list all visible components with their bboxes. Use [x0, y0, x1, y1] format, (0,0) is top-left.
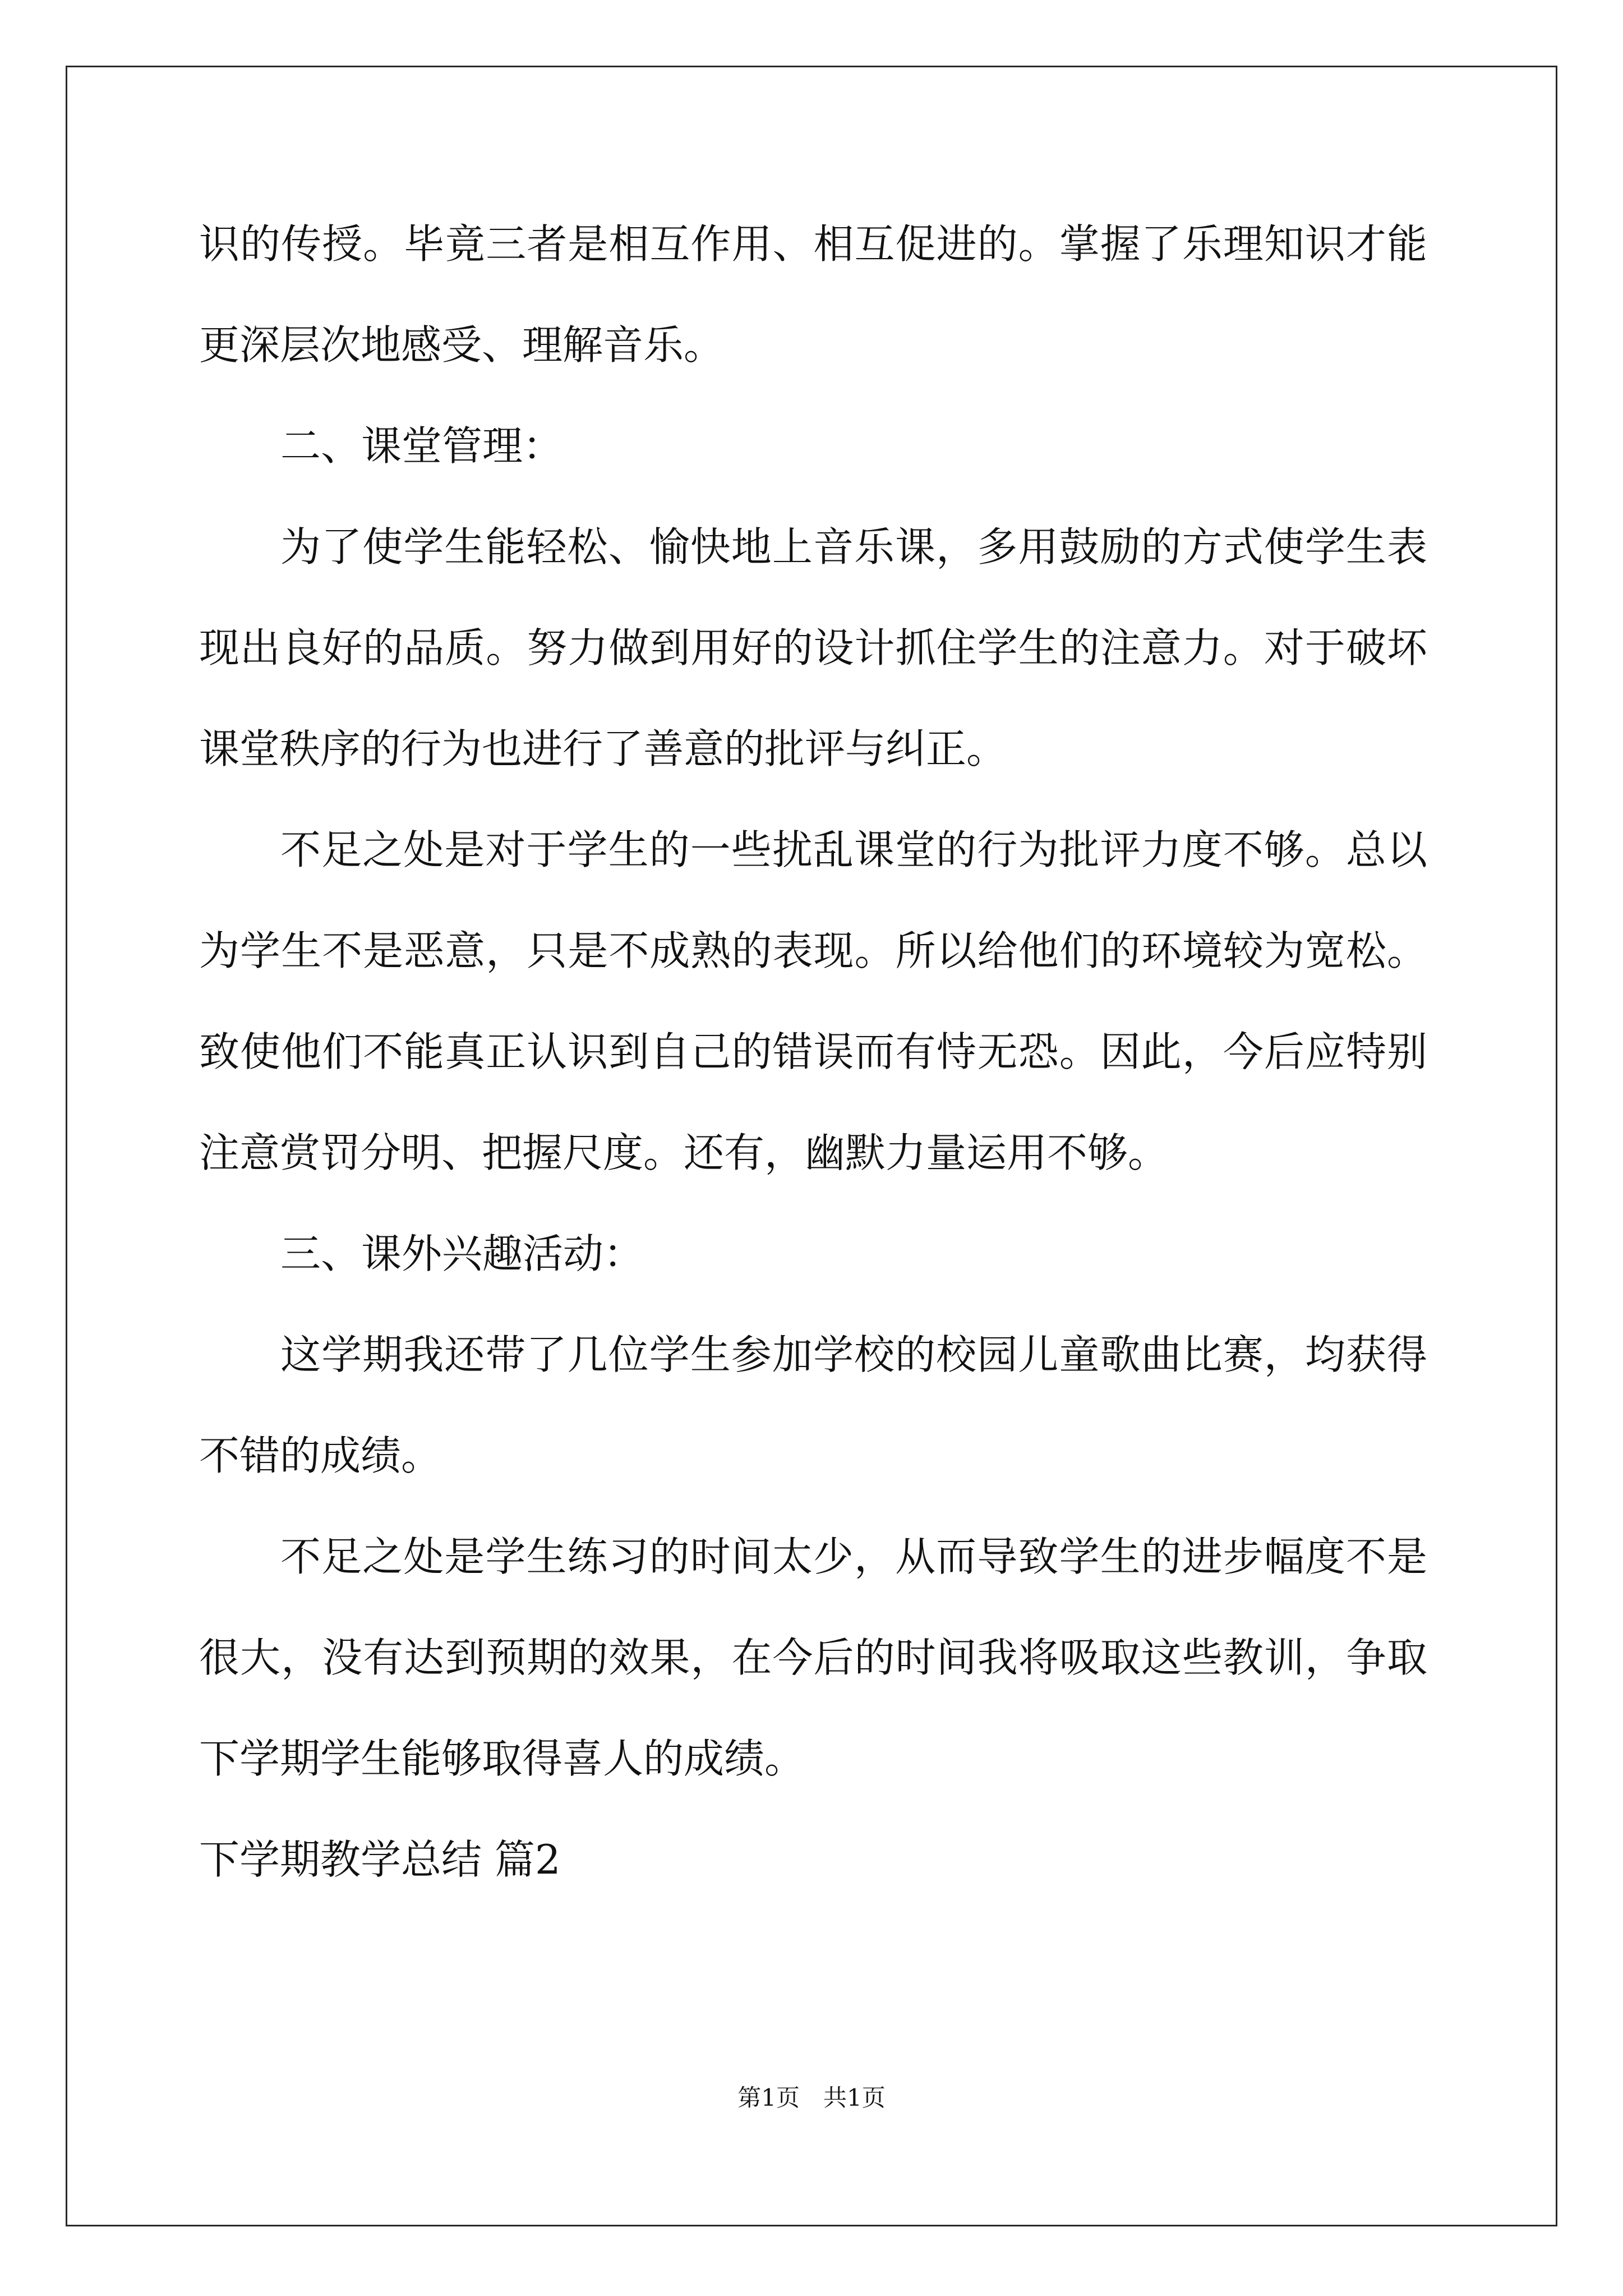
article-heading: 下学期教学总结 篇2 [199, 1836, 561, 1883]
text-line: 现出良好的品质。努力做到用好的设计抓住学生的注意力。对于破坏 [199, 624, 1427, 671]
text-line: 为学生不是恶意，只是不成熟的表现。所以给他们的环境较为宽松。 [199, 927, 1427, 974]
text-line: 下学期学生能够取得喜人的成绩。 [199, 1735, 805, 1782]
text-line: 为了使学生能轻松、愉快地上音乐课，多用鼓励的方式使学生表 [280, 523, 1427, 570]
section-heading: 二、课堂管理： [280, 422, 564, 470]
text-line: 注意赏罚分明、把握尺度。还有，幽默力量运用不够。 [199, 1129, 1169, 1176]
text-line: 很大，没有达到预期的效果，在今后的时间我将吸取这些教训，争取 [199, 1634, 1427, 1681]
text-line: 这学期我还带了几位学生参加学校的校园儿童歌曲比赛，均获得 [280, 1331, 1427, 1378]
text-line: 不足之处是对于学生的一些扰乱课堂的行为批评力度不够。总以 [280, 826, 1427, 873]
text-line: 更深层次地感受、理解音乐。 [199, 321, 725, 369]
section-heading: 三、课外兴趣活动： [280, 1230, 644, 1277]
text-line: 致使他们不能真正认识到自己的错误而有恃无恐。因此，今后应特别 [199, 1028, 1427, 1075]
text-line: 识的传授。毕竟三者是相互作用、相互促进的。掌握了乐理知识才能 [199, 220, 1427, 268]
text-line: 课堂秩序的行为也进行了善意的批评与纠正。 [199, 725, 1007, 772]
text-line: 不足之处是学生练习的时间太少，从而导致学生的进步幅度不是 [280, 1533, 1427, 1580]
page-footer: 第1页 共1页 [737, 2084, 886, 2111]
text-line: 不错的成绩。 [199, 1432, 442, 1479]
